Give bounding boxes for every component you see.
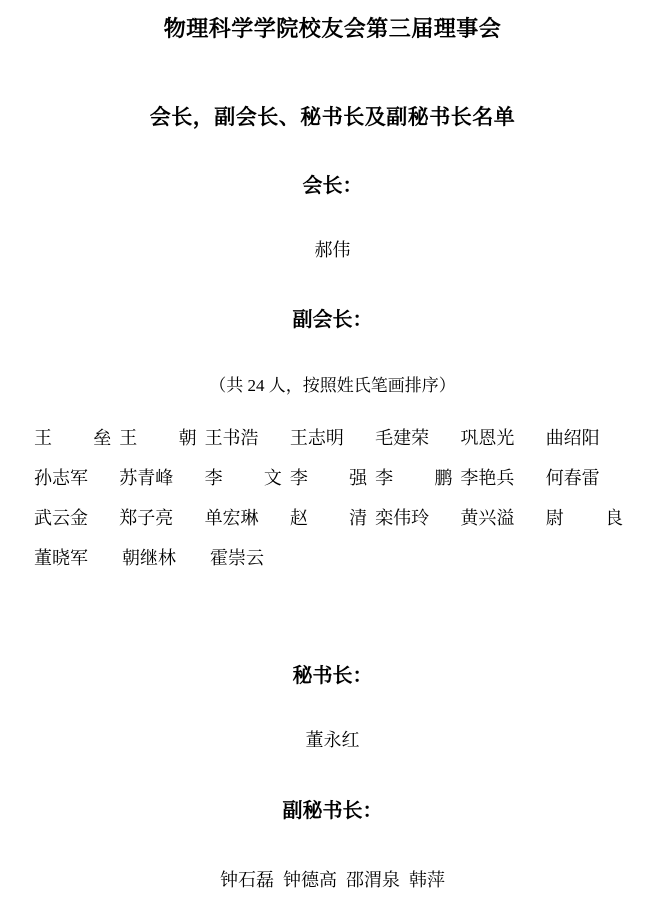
section-heading-secretary-general: 秘书长： <box>292 665 373 688</box>
list-item: 孙志军 <box>34 468 88 489</box>
list-item: 黄兴溢 <box>460 508 515 529</box>
list-item: 钟德高 <box>283 870 337 891</box>
list-item: 赵 清 <box>289 508 368 529</box>
list-item: 李 鹏 <box>375 468 453 489</box>
name-row <box>34 504 631 530</box>
name-row <box>34 464 631 490</box>
list-item: 霍崇云 <box>210 548 264 569</box>
page-subtitle: 会长，副会长、秘书长及副秘书长名单 <box>149 104 516 129</box>
section-heading-vice-chairman: 副会长： <box>292 309 373 332</box>
list-item: 毛建荣 <box>375 428 430 449</box>
list-item: 李艳兵 <box>460 468 515 489</box>
list-item: 郑子亮 <box>119 508 174 529</box>
list-item: 李 文 <box>204 468 282 489</box>
deputy-secretary-general-names <box>34 867 631 894</box>
secretary-general-name: 董永红 <box>305 730 360 751</box>
name-row <box>34 544 631 570</box>
document-page <box>0 14 665 916</box>
section-heading-deputy-secretary-general: 副秘书长： <box>282 800 383 823</box>
list-item: 王志明 <box>289 428 344 449</box>
list-item: 韩萍 <box>409 870 445 891</box>
list-item: 朝继林 <box>122 548 176 569</box>
section-heading-chairman: 会长： <box>302 175 363 198</box>
vice-chairman-count-note: （共 24 人，按照姓氏笔画排序） <box>209 376 456 396</box>
list-item: 邵渭泉 <box>346 870 400 891</box>
list-item: 钟石磊 <box>220 870 274 891</box>
name-row <box>34 424 631 450</box>
list-item: 董晓军 <box>34 548 88 569</box>
vice-chairman-name-grid <box>34 424 631 570</box>
list-item: 李 强 <box>289 468 368 489</box>
list-item: 栾伟玲 <box>375 508 430 529</box>
list-item: 尉 良 <box>545 508 623 529</box>
page-title: 物理科学学院校友会第三届理事会 <box>163 16 502 41</box>
list-item: 单宏琳 <box>204 508 259 529</box>
list-item: 曲绍阳 <box>545 428 600 449</box>
chairman-name: 郝伟 <box>314 240 351 261</box>
list-item: 王 垒 <box>34 428 112 449</box>
list-item: 何春雷 <box>545 468 600 489</box>
list-item: 苏青峰 <box>119 468 174 489</box>
list-item: 武云金 <box>34 508 88 529</box>
list-item: 王书浩 <box>204 428 259 449</box>
list-item: 王 朝 <box>119 428 197 449</box>
list-item: 巩恩光 <box>460 428 515 449</box>
